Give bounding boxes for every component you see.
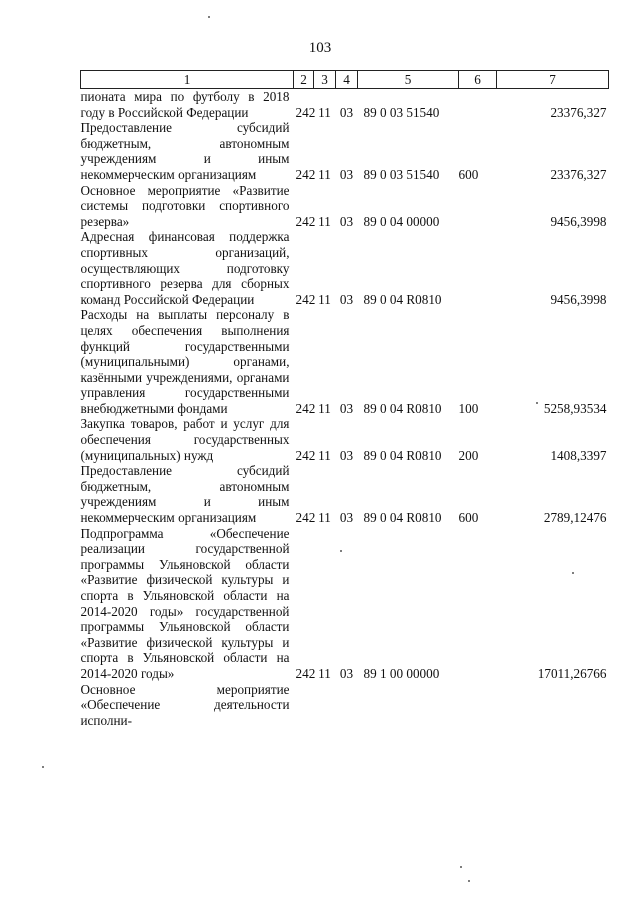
row-name: Предоставление субсидий бюджетным, автономным учреждениям и иным некоммерческим организациям — [80, 463, 290, 526]
column-header-name: 1 — [81, 71, 294, 89]
row-cs: 89 0 04 R0810 — [363, 510, 442, 526]
row-sum: 1408,3397 — [550, 447, 607, 463]
scan-speck — [42, 766, 44, 768]
table-row — [81, 183, 609, 230]
row-sum: 17011,26766 — [537, 665, 607, 681]
column-header-vr: 6 — [459, 71, 497, 89]
row-sum: 5258,93534 — [543, 400, 607, 416]
row-cs: 89 0 04 R0810 — [363, 291, 442, 307]
column-header-rz: 3 — [314, 71, 336, 89]
row-vr: 200 — [458, 447, 479, 463]
row-gr: 242 — [295, 447, 316, 463]
column-header-cs: 5 — [358, 71, 459, 89]
table-row — [81, 229, 609, 307]
row-rz: 11 — [318, 510, 331, 526]
row-gr: 242 — [295, 400, 316, 416]
row-vr — [459, 682, 497, 729]
row-name: пионата мира по футболу в 2018 году в Российской Федерации — [80, 89, 290, 120]
row-gr: 242 — [295, 665, 316, 681]
row-pr: 03 — [339, 166, 354, 182]
row-pr: 03 — [339, 665, 354, 681]
row-cs — [358, 682, 459, 729]
row-rz — [314, 682, 336, 729]
row-name: Подпрограмма «Обеспечение реализации государственной программы Ульяновской области «Развитие физической культуры и спорта в Ульяновской области на 2014-2020 годы» государственной программы Ульяновской области «Развитие физической культуры и спорта в Ульяновской области на 2014-2020 годы» — [80, 525, 290, 681]
table-row — [81, 682, 609, 729]
row-sum: 23376,327 — [550, 104, 607, 120]
row-gr: 242 — [295, 510, 316, 526]
row-sum: 23376,327 — [550, 166, 607, 182]
table-row — [81, 416, 609, 463]
column-header-gr: 2 — [294, 71, 314, 89]
row-name: Закупка товаров, работ и услуг для обеспечения государственных (муниципальных) нужд — [80, 416, 290, 463]
row-name: Расходы на выплаты персоналу в целях обеспечения выполнения функций государственными (муниципальными) органами, казёнными учреждениями, органами управления государственными внебюджетными фондами — [80, 307, 290, 416]
row-rz: 11 — [318, 400, 331, 416]
row-vr: 100 — [458, 400, 479, 416]
row-gr: 242 — [295, 166, 316, 182]
row-cs: 89 0 03 51540 — [363, 104, 440, 120]
row-pr: 03 — [339, 291, 354, 307]
row-pr — [336, 682, 358, 729]
table-row — [81, 89, 609, 121]
column-header-sum: 7 — [497, 71, 609, 89]
row-cs: 89 0 04 00000 — [363, 213, 440, 229]
row-name: Предоставление субсидий бюджетным, автономным учреждениям и иным некоммерческим организациям — [80, 120, 290, 182]
scan-speck — [460, 866, 462, 868]
row-name: Основное мероприятие «Развитие системы подготовки спортивного резерва» — [80, 182, 290, 229]
row-cs: 89 1 00 00000 — [363, 665, 440, 681]
table-row — [81, 463, 609, 525]
row-cs: 89 0 04 R0810 — [363, 447, 442, 463]
row-sum — [497, 682, 609, 729]
scan-speck — [340, 550, 342, 552]
row-pr: 03 — [339, 400, 354, 416]
row-pr: 03 — [339, 104, 354, 120]
row-rz: 11 — [318, 447, 331, 463]
scan-speck — [208, 16, 210, 18]
row-cs: 89 0 04 R0810 — [363, 400, 442, 416]
row-vr: 600 — [458, 166, 479, 182]
row-sum: 9456,3998 — [550, 291, 607, 307]
row-rz: 11 — [318, 213, 331, 229]
row-vr — [459, 229, 497, 307]
row-pr: 03 — [339, 447, 354, 463]
row-vr — [459, 183, 497, 230]
row-rz: 11 — [318, 665, 331, 681]
row-pr: 03 — [339, 213, 354, 229]
row-cs: 89 0 03 51540 — [363, 166, 440, 182]
page-number: 103 — [308, 40, 332, 56]
row-sum: 2789,12476 — [543, 510, 607, 526]
row-pr: 03 — [339, 510, 354, 526]
row-rz: 11 — [318, 166, 331, 182]
scan-speck — [536, 402, 538, 404]
row-name: Адресная финансовая поддержка спортивных организаций, осуществляющих подготовку спортивного резерва для сборных команд Российской Федерации — [80, 229, 290, 307]
row-rz: 11 — [318, 104, 331, 120]
table-row — [81, 307, 609, 416]
table-row — [81, 526, 609, 682]
row-vr: 600 — [458, 510, 479, 526]
scan-speck — [468, 880, 470, 882]
table-header-row — [81, 71, 609, 89]
table-row — [81, 120, 609, 182]
row-gr: 242 — [295, 104, 316, 120]
row-vr — [459, 526, 497, 682]
row-sum: 9456,3998 — [550, 213, 607, 229]
row-gr: 242 — [295, 291, 316, 307]
scan-speck — [572, 572, 574, 574]
row-vr — [459, 89, 497, 121]
budget-table — [80, 70, 609, 728]
row-name: Основное мероприятие «Обеспечение деятельности исполни- — [80, 681, 290, 728]
row-gr: 242 — [295, 213, 316, 229]
column-header-pr: 4 — [336, 71, 358, 89]
row-rz: 11 — [318, 291, 331, 307]
row-gr — [294, 682, 314, 729]
